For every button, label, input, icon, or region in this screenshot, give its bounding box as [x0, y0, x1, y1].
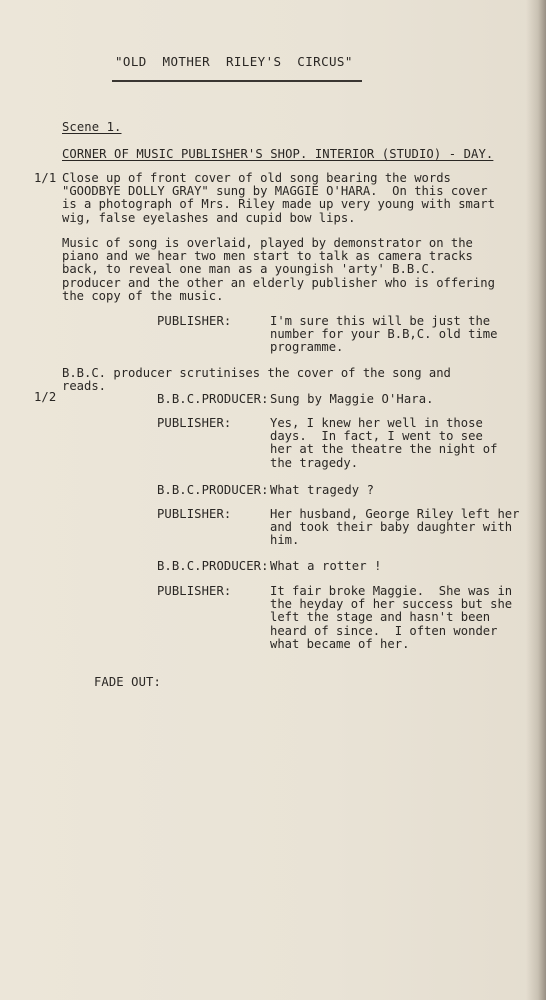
dialogue-2: Sung by Maggie O'Hara. [270, 392, 434, 406]
speaker-publisher: PUBLISHER: [157, 584, 232, 598]
speaker-publisher: PUBLISHER: [157, 416, 232, 430]
dialogue-3 [270, 417, 497, 470]
dialogue-line: left the stage and hasn't been [270, 610, 491, 625]
dialogue-line: him. [270, 533, 300, 548]
dialogue-line: and took their baby daughter with [270, 520, 513, 535]
action-line: reads. [62, 379, 107, 394]
action-line: producer and the other an elderly publisher who is offering [62, 275, 495, 290]
action-line: wig, false eyelashes and cupid bow lips. [62, 210, 356, 225]
action-line: Music of song is overlaid, played by demonstrator on the [62, 236, 473, 250]
script-title: "OLD MOTHER RILEY'S CIRCUS" [115, 54, 353, 69]
scene-heading: CORNER OF MUSIC PUBLISHER'S SHOP. INTERIOR (STUDIO) - DAY. [62, 147, 494, 161]
speaker-publisher: PUBLISHER: [157, 507, 232, 521]
shot-number-1-2: 1/2 [34, 390, 57, 404]
action-line: Close up of front cover of old song bearing the words [62, 171, 451, 185]
shot-number-1-1: 1/1 [34, 171, 57, 185]
dialogue-line: her at the theatre the night of [270, 442, 498, 457]
action-paragraph-1 [62, 172, 495, 225]
dialogue-line: heard of since. I often wonder [270, 623, 498, 638]
action-line: is a photograph of Mrs. Riley made up very young with smart [62, 197, 495, 212]
dialogue-line: I'm sure this will be just the [270, 314, 491, 328]
dialogue-line: the tragedy. [270, 455, 359, 470]
speaker-producer: B.B.C.PRODUCER: [157, 559, 269, 573]
title-underline [112, 80, 362, 82]
dialogue-7 [270, 585, 512, 651]
action-line: the copy of the music. [62, 288, 224, 303]
dialogue-line: programme. [270, 340, 344, 355]
dialogue-6: What a rotter ! [270, 559, 382, 573]
dialogue-line: days. In fact, I went to see [270, 429, 483, 444]
action-line: piano and we hear two men start to talk as camera tracks [62, 249, 473, 264]
dialogue-5 [270, 508, 519, 548]
dialogue-line: It fair broke Maggie. She was in [270, 584, 513, 598]
page-edge-shadow [526, 0, 546, 1000]
action-line: B.B.C. producer scrutinises the cover of the song and [62, 366, 451, 380]
transition-fade-out: FADE OUT: [94, 675, 161, 689]
speaker-producer: B.B.C.PRODUCER: [157, 392, 269, 406]
dialogue-line: Her husband, George Riley left her [270, 507, 520, 521]
speaker-publisher: PUBLISHER: [157, 314, 232, 328]
action-paragraph-2 [62, 237, 495, 303]
dialogue-line: the heyday of her success but she [270, 597, 513, 612]
dialogue-line: number for your B.B,C. old time [270, 327, 498, 342]
action-line: "GOODBYE DOLLY GRAY" sung by MAGGIE O'HARA. On this cover [62, 184, 488, 199]
action-line: back, to reveal one man as a youngish 'arty' B.B.C. [62, 262, 437, 277]
dialogue-4: What tragedy ? [270, 483, 375, 497]
scene-number: Scene 1. [62, 120, 122, 134]
dialogue-line: what became of her. [270, 636, 410, 651]
dialogue-1 [270, 315, 497, 355]
action-paragraph-3 [62, 367, 451, 393]
speaker-producer: B.B.C.PRODUCER: [157, 483, 269, 497]
dialogue-line: Yes, I knew her well in those [270, 416, 483, 430]
